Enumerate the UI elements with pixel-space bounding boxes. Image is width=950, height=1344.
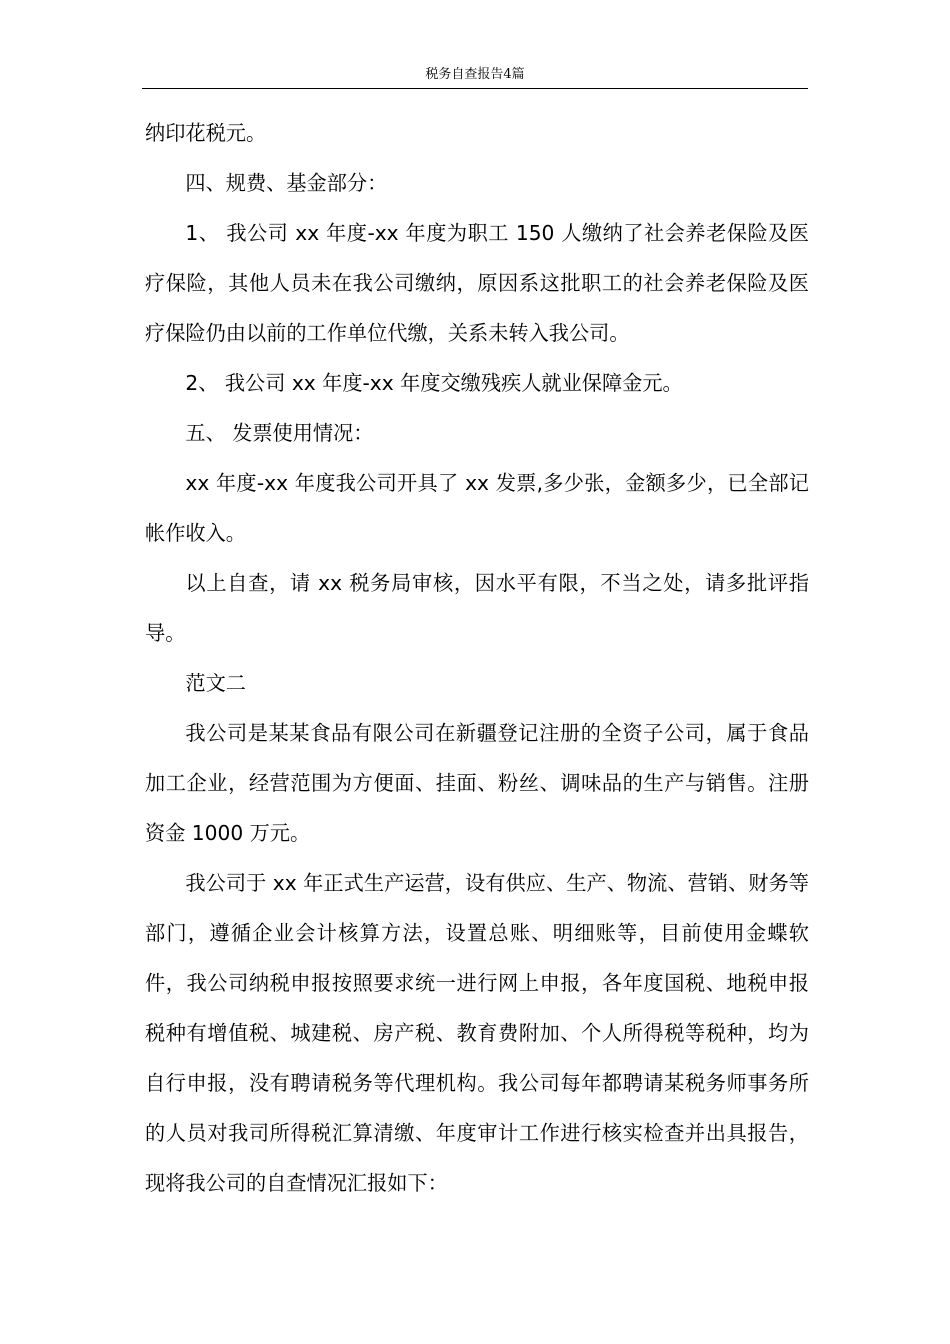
document-body (145, 108, 809, 1208)
paragraph: 以上自查，请 xx 税务局审核，因水平有限，不当之处，请多批评指导。 (145, 571, 809, 645)
section-heading: 五、 发票使用情况： (185, 421, 374, 445)
paragraph: 1、 我公司 xx 年度-xx 年度为职工 150 人缴纳了社会养老保险及医疗保险，其他人员未在我公司缴纳，原因系这批职工的社会养老保险及医疗保险仍由以前的工作单位代缴，关系未转入我公司。 (145, 221, 809, 345)
section-heading: 四、规费、基金部分： (185, 171, 388, 195)
paragraph: 纳印花税元。 (145, 121, 267, 145)
header-title: 税务自查报告4篇 (425, 67, 525, 82)
paragraph: xx 年度-xx 年度我公司开具了 xx 发票,多少张，金额多少，已全部记帐作收入。 (145, 471, 809, 545)
paragraph: 我公司是某某食品有限公司在新疆登记注册的全资子公司，属于食品加工企业，经营范围为方便面、挂面、粉丝、调味品的生产与销售。注册资金 1000 万元。 (145, 721, 809, 845)
page-header (142, 64, 808, 89)
paragraph: 2、 我公司 xx 年度-xx 年度交缴残疾人就业保障金元。 (185, 371, 683, 395)
paragraph: 我公司于 xx 年正式生产运营，设有供应、生产、物流、营销、财务等部门，遵循企业会计核算方法，设置总账、明细账等，目前使用金蝶软件，我公司纳税申报按照要求统一进行网上申报，各年度国税、地税申报税种有增值税、城建税、房产税、教育费附加、个人所得税等税种，均为自行申报，没有聘请税务等代理机构。我公司每年都聘请某税务师事务所的人员对我司所得税汇算清缴、年度审计工作进行核实检查并出具报告，现将我公司的自查情况汇报如下： (145, 871, 809, 1195)
section-heading: 范文二 (185, 671, 246, 695)
